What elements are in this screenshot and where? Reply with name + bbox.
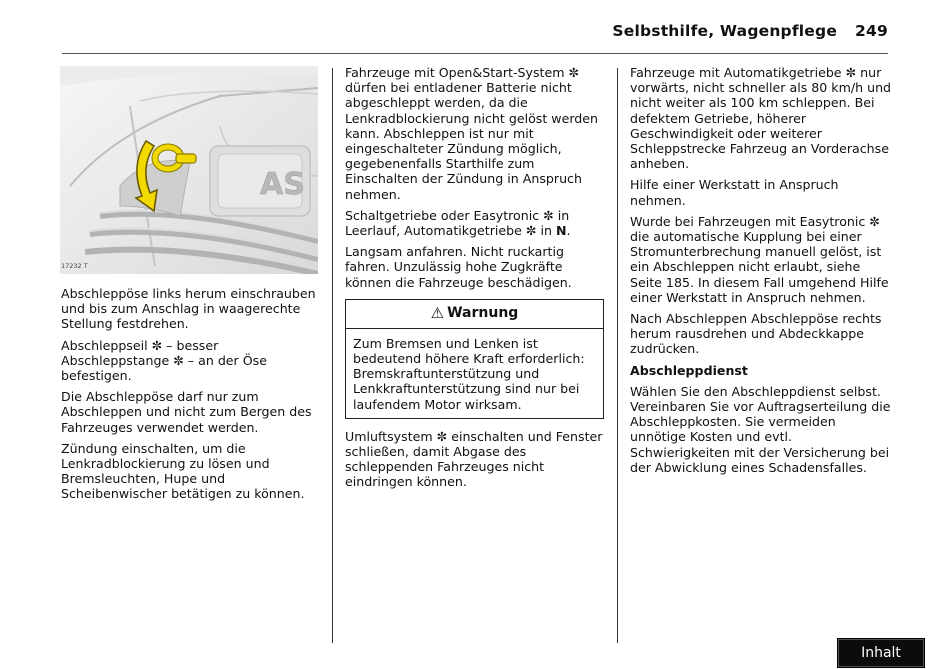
paragraph: Abschleppöse links herum einschrauben und bis zum Anschlag in waagerechte Stellung festdrehen.: [61, 286, 316, 332]
column-1: [61, 286, 323, 508]
column-2: [345, 65, 609, 496]
emblem-text: AS: [260, 167, 305, 202]
towing-eye-illustration: [60, 66, 318, 274]
warning-text: Zum Bremsen und Lenken ist bedeutend höhere Kraft erforderlich: Bremskraftunterstützung und Lenkkraftunterstützung sind nur bei laufendem Motor wirksam.: [353, 335, 585, 412]
contents-button[interactable]: Inhalt: [838, 639, 924, 667]
paragraph: Fahrzeuge mit Open&Start-System ✼ dürfen bei entladener Batterie nicht abgeschleppt werden, da die Lenkradblockierung nicht gelöst werden kann. Abschleppen ist nur mit eingeschalteter Zündung möglich, gegebenenfalls Starthilfe zum Einschalten der Zündung in Anspruch nehmen.: [345, 65, 599, 202]
page-number: 249: [855, 22, 888, 40]
figure-number: 17232 T: [61, 262, 88, 270]
warning-box: [345, 299, 604, 419]
paragraph: Fahrzeuge mit Automatikgetriebe ✼ nur vorwärts, nicht schneller als 80 km/h und nicht weiter als 100 km schleppen. Bei defektem Getriebe, höherer Geschwindigkeit oder weiterer Schleppstrecke Fahrzeug an Vorderachse anheben.: [630, 65, 892, 172]
paragraph: Wählen Sie den Abschleppdienst selbst. Vereinbaren Sie vor Auftragserteilung die Abschleppkosten. Sie vermeiden unnötige Kosten und evtl. Schwierigkeiten mit der Versicherung bei der Abwicklung eines Schadensfalles.: [630, 383, 891, 475]
paragraph: Wurde bei Fahrzeugen mit Easytronic ✼ die automatische Kupplung bei einer Stromunterbrechung manuell gelöst, ist ein Abschleppen nicht erlaubt, siehe Seite 185. In diesem Fall umgehend Hilfe einer Werkstatt in Anspruch nehmen.: [630, 213, 889, 305]
paragraph: Abschleppseil ✼ – besser Abschleppstange ✼ – an der Öse befestigen.: [61, 337, 267, 384]
warning-triangle-icon: ⚠: [430, 304, 445, 323]
paragraph: Nach Abschleppen Abschleppöse rechts herum rausdrehen und Abdeckkappe zudrücken.: [630, 311, 882, 357]
header-rule: [62, 53, 888, 54]
page-header: [612, 22, 888, 40]
column-divider-2: [617, 68, 618, 643]
paragraph: Langsam anfahren. Nicht ruckartig fahren. Unzulässig hohe Zugkräfte können die Fahrzeuge beschädigen.: [345, 244, 572, 290]
warning-title: Warnung: [447, 305, 519, 322]
paragraph: Die Abschleppöse darf nur zum Abschleppen und nicht zum Bergen des Fahrzeuges verwendet werden.: [61, 389, 312, 435]
paragraph: Schaltgetriebe oder Easytronic ✼ in Leerlauf, Automatikgetriebe ✼ in N.: [345, 207, 571, 239]
paragraph: Zündung einschalten, um die Lenkradblockierung zu lösen und Bremsleuchten, Hupe und Scheibenwischer betätigen zu können.: [61, 440, 305, 502]
paragraph: Umluftsystem ✼ einschalten und Fenster schließen, damit Abgase des schleppenden Fahrzeuges nicht eindringen können.: [345, 428, 603, 490]
warning-header: [346, 300, 603, 329]
column-3: [630, 65, 892, 481]
section-title: Selbsthilfe, Wagenpflege: [612, 22, 838, 40]
gear-position-n: N: [555, 223, 567, 239]
column-divider-1: [332, 68, 333, 643]
subheading: Abschleppdienst: [630, 362, 748, 378]
paragraph: Hilfe einer Werkstatt in Anspruch nehmen.: [630, 177, 839, 208]
